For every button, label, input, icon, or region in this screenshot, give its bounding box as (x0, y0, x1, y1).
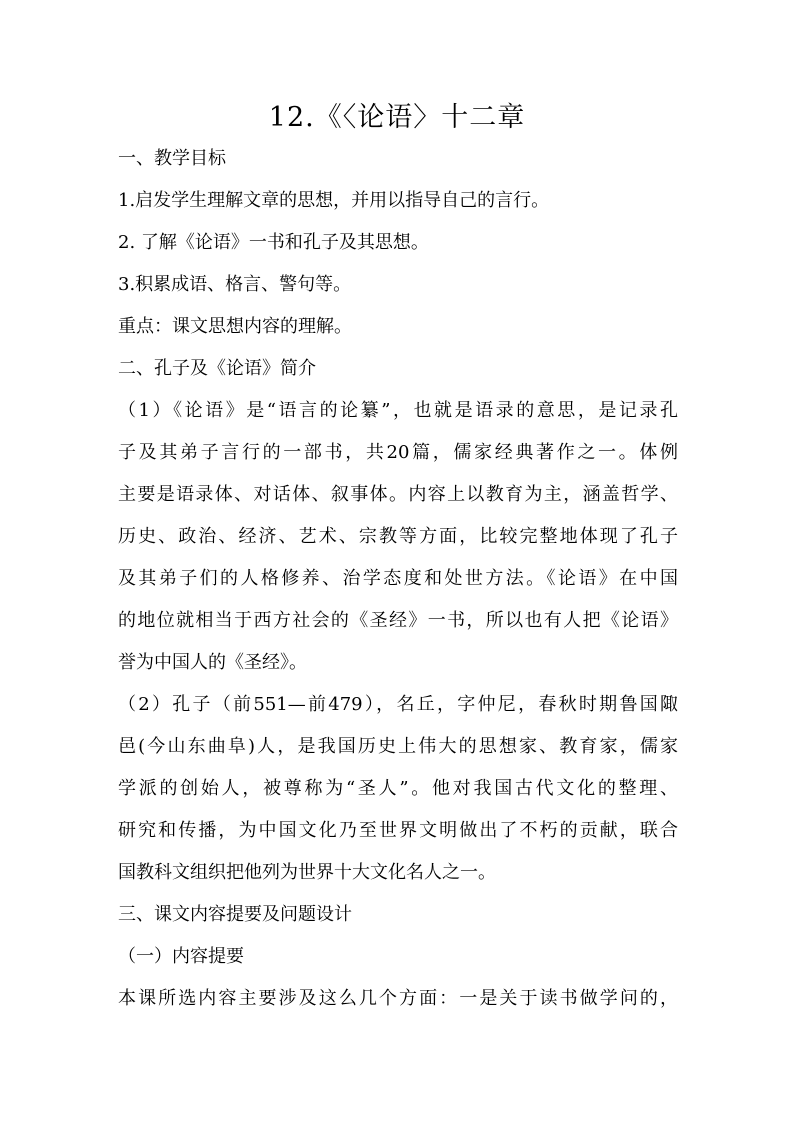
paragraph-line: 研究和传播，为中国文化乃至世界文明做出了不朽的贡献，联合 (118, 820, 678, 841)
document-title: 12.《〈论语〉十二章 (268, 102, 526, 133)
paragraph-line: 及其弟子们的人格修养、治学态度和处世方法。《论语》在中国 (118, 568, 678, 589)
paragraph-line: 学派的创始人，被尊称为“圣人”。他对我国古代文化的整理、 (118, 778, 678, 799)
goal-item-1: 1.启发学生理解文章的思想，并用以指导自己的言行。 (118, 190, 550, 211)
goal-item-2: 2. 了解《论语》一书和孔子及其思想。 (118, 232, 429, 253)
paragraph-line: 本课所选内容主要涉及这么几个方面：一是关于读书做学问的， (118, 988, 678, 1009)
subsection-heading: （一）内容提要 (118, 946, 244, 967)
paragraph-line: 主要是语录体、对话体、叙事体。内容上以教育为主，涵盖哲学、 (118, 484, 678, 505)
goal-item-3: 3.积累成语、格言、警句等。 (118, 274, 352, 295)
paragraph-line: 誉为中国人的《圣经》。 (118, 652, 307, 673)
paragraph-line: 邑(今山东曲阜)人，是我国历史上伟大的思想家、教育家，儒家 (118, 736, 678, 757)
section-heading-teaching-goals: 一、教学目标 (118, 148, 226, 169)
paragraph-line: 子及其弟子言行的一部书，共20篇，儒家经典著作之一。体例 (118, 442, 678, 463)
section-heading-content-summary: 三、课文内容提要及问题设计 (118, 904, 352, 925)
paragraph-line: 的地位就相当于西方社会的《圣经》一书，所以也有人把《论语》 (118, 610, 678, 631)
paragraph-line: 国教科文组织把他列为世界十大文化名人之一。 (118, 862, 496, 883)
paragraph-line: （1）《论语》是“语言的论纂”，也就是语录的意思，是记录孔 (118, 400, 678, 421)
paragraph-line: （2）孔子（前551—前479），名丘，字仲尼，春秋时期鲁国陬 (118, 694, 678, 715)
section-heading-introduction: 二、孔子及《论语》简介 (118, 358, 316, 379)
paragraph-line: 历史、政治、经济、艺术、宗教等方面，比较完整地体现了孔子 (118, 526, 678, 547)
key-point-line: 重点：课文思想内容的理解。 (118, 316, 352, 337)
